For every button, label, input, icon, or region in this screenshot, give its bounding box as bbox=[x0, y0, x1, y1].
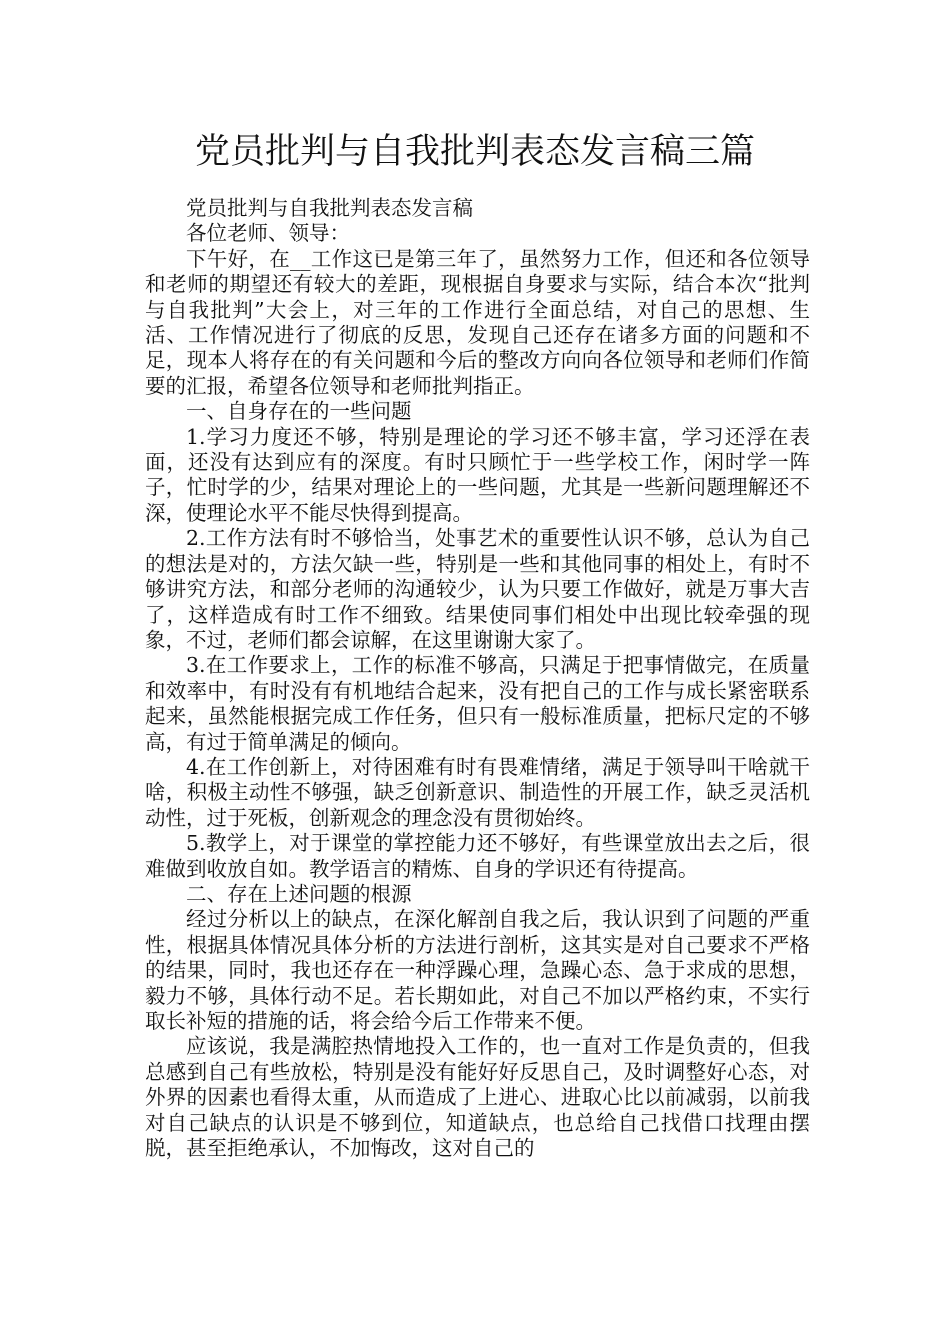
problem-item-1: 1.学习力度还不够，特别是理论的学习还不够丰富，学习还浮在表面，还没有达到应有的深度。有时只顾忙于一些学校工作，闲时学一阵子，忙时学的少，结果对理论上的一些问题，尤其是一些新问题理解还不深，使理论水平不能尽快得到提高。 bbox=[145, 424, 810, 525]
problem-item-4: 4.在工作创新上，对待困难有时有畏难情绪，满足于领导叫干啥就干啥，积极主动性不够强，缺乏创新意识、制造性的开展工作，缺乏灵活机动性，过于死板，创新观念的理念没有贯彻始终。 bbox=[145, 754, 810, 830]
problem-item-2: 2.工作方法有时不够恰当，处事艺术的重要性认识不够，总认为自己的想法是对的，方法欠缺一些，特别是一些和其他同事的相处上，有时不够讲究方法，和部分老师的沟通较少，认为只要工作做好，就是万事大吉了，这样造成有时工作不细致。结果使同事们相处中出现比较牵强的现象，不过，老师们都会谅解，在这里谢谢大家了。 bbox=[145, 526, 810, 652]
section-heading-roots: 二、存在上述问题的根源 bbox=[186, 881, 412, 906]
problem-item-3: 3.在工作要求上，工作的标准不够高，只满足于把事情做完，在质量和效率中，有时没有有机地结合起来，没有把自己的工作与成长紧密联系起来，虽然能根据完成工作任务，但只有一般标准质量，把标尺定的不够高，有过于简单满足的倾向。 bbox=[145, 653, 810, 754]
document-body bbox=[145, 196, 810, 1161]
subtitle-paragraph: 党员批判与自我批判表态发言稿 bbox=[186, 196, 473, 220]
salutation-paragraph: 各位老师、领导： bbox=[186, 221, 350, 246]
problem-item-5: 5.教学上，对于课堂的掌控能力还不够好，有些课堂放出去之后，很难做到收放自如。教学语言的精炼、自身的学识还有待提高。 bbox=[145, 831, 810, 881]
reflection-paragraph: 应该说，我是满腔热情地投入工作的，也一直对工作是负责的，但我总感到自己有些放松，特别是没有能好好反思自己，及时调整好心态，对外界的因素也看得太重，从而造成了上进心、进取心比以前减弱，以前我对自己缺点的认识是不够到位，知道缺点，也总给自己找借口找理由摆脱，甚至拒绝承认，不加悔改，这对自己的 bbox=[145, 1034, 810, 1161]
analysis-paragraph: 经过分析以上的缺点，在深化解剖自我之后，我认识到了问题的严重性，根据具体情况具体分析的方法进行剖析，这其实是对自己要求不严格的结果，同时，我也还存在一种浮躁心理，急躁心态、急于求成的思想，毅力不够，具体行动不足。若长期如此，对自己不加以严格约束，不实行取长补短的措施的话，将会给今后工作带来不便。 bbox=[145, 907, 810, 1033]
document-title: 党员批判与自我批判表态发言稿三篇 bbox=[194, 132, 755, 172]
intro-paragraph: 下午好，在__工作这已是第三年了，虽然努力工作，但还和各位领导和老师的期望还有较大的差距，现根据自身要求与实际，结合本次“批判与自我批判”大会上，对三年的工作进行全面总结，对自己的思想、生活、工作情况进行了彻底的反思，发现自己还存在诸多方面的问题和不足，现本人将存在的有关问题和今后的整改方向向各位领导和老师们作简要的汇报，希望各位领导和老师批判指正。 bbox=[145, 246, 810, 398]
section-heading-problems: 一、自身存在的一些问题 bbox=[186, 399, 412, 424]
